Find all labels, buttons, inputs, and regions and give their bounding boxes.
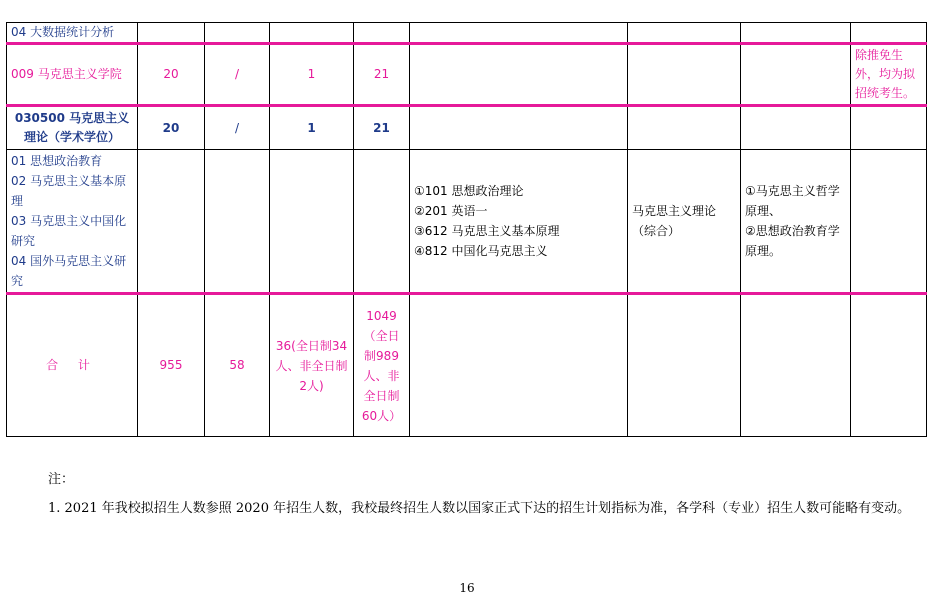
major-exam-count: 20	[138, 106, 205, 150]
research-directions	[7, 150, 138, 294]
note-item-1: 1. 2021 年我校拟招生人数参照 2020 年招生人数，我校最终招生人数以国家正式下达的招生计划指标为准，各学科（专业）招生人数可能略有变动。	[48, 501, 911, 516]
direction-item: 01 思想政治教育	[11, 154, 103, 168]
major-recommend-count: /	[205, 106, 270, 150]
direction-item: 03 马克思主义中国化研究	[11, 214, 127, 248]
table-row	[7, 44, 927, 106]
equivalence-item: ②思想政治教育学原理。	[745, 224, 840, 258]
enrollment-table	[6, 22, 927, 437]
major-name: 030500 马克思主义理论（学术学位）	[7, 106, 138, 150]
direction-cell: 04 大数据统计分析	[7, 23, 138, 44]
retest-subject: 马克思主义理论（综合）	[628, 150, 741, 294]
exam-subject-item: ①101 思想政治理论	[414, 184, 524, 198]
equivalence-item: ①马克思主义哲学原理、	[745, 184, 840, 218]
total-label: 合 计	[7, 294, 138, 437]
table-row	[7, 150, 927, 294]
direction-item: 02 马克思主义基本原理	[11, 174, 127, 208]
total-overall-count: 1049（全日制989人、非全日制60人）	[354, 294, 410, 437]
major-total-count: 21	[354, 106, 410, 150]
table-row	[7, 23, 927, 44]
college-name: 009 马克思主义学院	[7, 44, 138, 106]
college-remark: 除推免生外，均为拟招统考生。	[851, 44, 927, 106]
page-number: 16	[459, 581, 475, 595]
exam-subjects	[410, 150, 628, 294]
college-total-count: 21	[354, 44, 410, 106]
exam-subject-item: ③612 马克思主义基本原理	[414, 224, 560, 238]
college-exam-count: 20	[138, 44, 205, 106]
major-other-count: 1	[270, 106, 354, 150]
table-row	[7, 294, 927, 437]
table-row	[7, 106, 927, 150]
exam-subject-item: ④812 中国化马克思主义	[414, 244, 548, 258]
direction-item: 04 国外马克思主义研究	[11, 254, 127, 288]
exam-subject-item: ②201 英语一	[414, 204, 488, 218]
equivalence-subjects	[741, 150, 851, 294]
college-recommend-count: /	[205, 44, 270, 106]
notes-heading: 注：	[48, 472, 75, 487]
total-other-count: 36(全日制34人、非全日制2人)	[270, 294, 354, 437]
college-other-count: 1	[270, 44, 354, 106]
total-recommend-count: 58	[205, 294, 270, 437]
total-exam-count: 955	[138, 294, 205, 437]
